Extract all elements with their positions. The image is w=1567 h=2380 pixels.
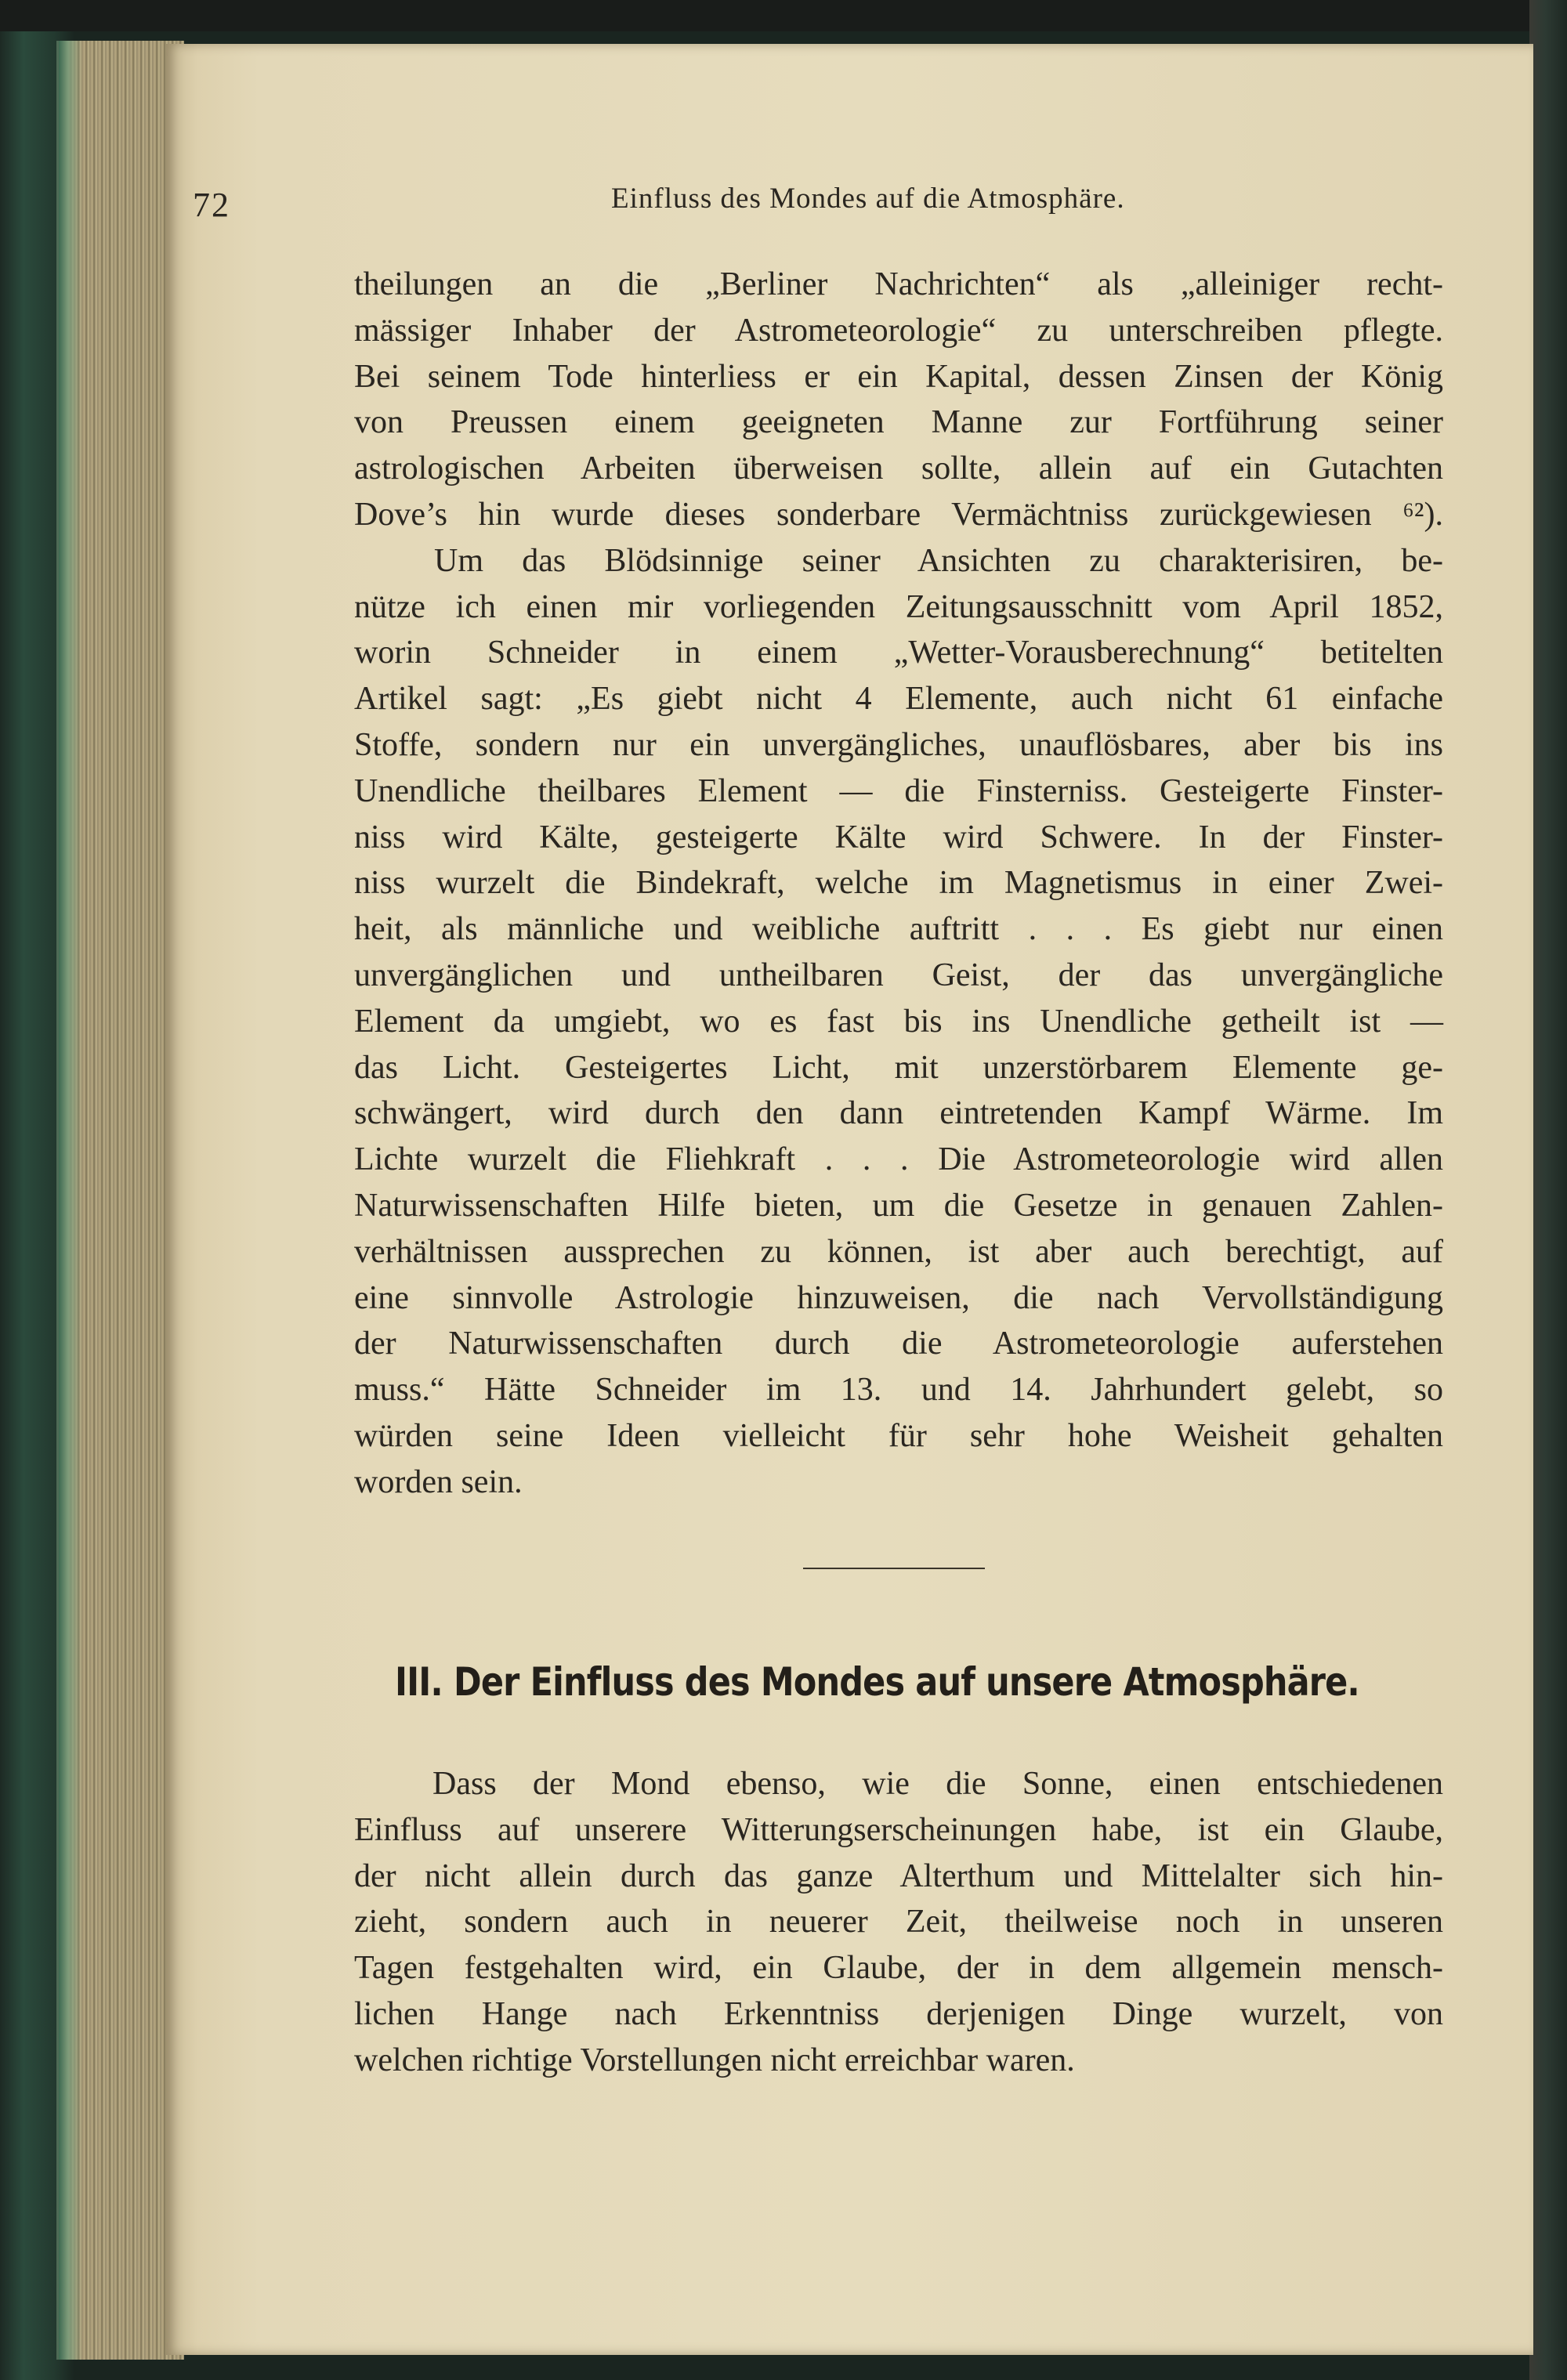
text-line: Element da umgiebt, wo es fast bis ins Unendliche getheilt ist — bbox=[354, 1003, 1443, 1040]
text-line: das Licht. Gesteigertes Licht, mit unzerstörbarem Elemente ge- bbox=[354, 1049, 1443, 1086]
text-line: muss.“ Hätte Schneider im 13. und 14. Jahrhundert gelebt, so bbox=[354, 1372, 1443, 1409]
text-line: Dass der Mond ebenso, wie die Sonne, einen entschiedenen bbox=[432, 1766, 1443, 1802]
text-line: heit, als männliche und weibliche auftritt . . . Es giebt nur einen bbox=[354, 911, 1443, 948]
section-divider bbox=[803, 1568, 985, 1569]
paragraph-schneider bbox=[354, 262, 1443, 1506]
text-line: zieht, sondern auch in neuerer Zeit, theilweise noch in unseren bbox=[354, 1904, 1443, 1941]
text-line: Bei seinem Tode hinterliess er ein Kapital, dessen Zinsen der König bbox=[354, 358, 1443, 395]
paragraph-moon-influence bbox=[354, 1761, 1443, 2084]
text-line: eine sinnvolle Astrologie hinzuweisen, die nach Vervollständigung bbox=[354, 1279, 1443, 1316]
text-line: unvergänglichen und untheilbaren Geist, der das unvergängliche bbox=[354, 957, 1443, 993]
text-line: Naturwissenschaften Hilfe bieten, um die Gesetze in genauen Zahlen- bbox=[354, 1187, 1443, 1224]
section-heading: III. Der Einfluss des Mondes auf unsere Atmosphäre. bbox=[395, 1659, 1359, 1705]
text-line: theilungen an die „Berliner Nachrichten“ als „alleiniger recht- bbox=[354, 266, 1443, 302]
text-line: niss wurzelt die Bindekraft, welche im Magnetismus in einer Zwei- bbox=[354, 865, 1443, 902]
text-line: der nicht allein durch das ganze Alterthum und Mittelalter sich hin- bbox=[354, 1857, 1443, 1894]
text-line: mässiger Inhaber der Astrometeorologie“ zu unterschreiben pflegte. bbox=[354, 312, 1443, 349]
page-number: 72 bbox=[193, 186, 230, 224]
text-line: worden sein. bbox=[354, 1463, 523, 1500]
text-line: Unendliche theilbares Element — die Finsterniss. Gesteigerte Finster- bbox=[354, 772, 1443, 809]
text-line: von Preussen einem geeigneten Manne zur Fortführung seiner bbox=[354, 404, 1443, 441]
running-head: Einfluss des Mondes auf die Atmosphäre. bbox=[611, 183, 1125, 215]
text-line: nütze ich einen mir vorliegenden Zeitungsausschnitt vom April 1852, bbox=[354, 588, 1443, 625]
text-line: Stoffe, sondern nur ein unvergängliches, unauflösbares, aber bis ins bbox=[354, 726, 1443, 763]
text-line: Lichte wurzelt die Fliehkraft . . . Die Astrometeorologie wird allen bbox=[354, 1141, 1443, 1178]
cover-right-edge bbox=[1529, 0, 1567, 2380]
cover-top-edge bbox=[0, 0, 1567, 31]
text-line: verhältnissen aussprechen zu können, ist aber auch berechtigt, auf bbox=[354, 1233, 1443, 1270]
text-line: welchen richtige Vorstellungen nicht erreichbar waren. bbox=[354, 2042, 1075, 2078]
text-line: Einfluss auf unserere Witterungserscheinungen habe, ist ein Glaube, bbox=[354, 1811, 1443, 1848]
page-edges bbox=[56, 41, 184, 2360]
text-line: Artikel sagt: „Es giebt nicht 4 Elemente, auch nicht 61 einfache bbox=[354, 681, 1443, 718]
text-line: Tagen festgehalten wird, ein Glaube, der in dem allgemein mensch- bbox=[354, 1950, 1443, 1987]
text-line: lichen Hange nach Erkenntniss derjenigen Dinge wurzelt, von bbox=[354, 1995, 1443, 2032]
text-line: niss wird Kälte, gesteigerte Kälte wird Schwere. In der Finster- bbox=[354, 819, 1443, 855]
text-line: Dove’s hin wurde dieses sonderbare Vermächtniss zurückgewiesen ⁶²). bbox=[354, 496, 1443, 533]
text-line: der Naturwissenschaften durch die Astrometeorologie auferstehen bbox=[354, 1326, 1443, 1362]
text-line: schwängert, wird durch den dann eintretenden Kampf Wärme. Im bbox=[354, 1095, 1443, 1132]
text-line: Um das Blödsinnige seiner Ansichten zu charakterisiren, be- bbox=[434, 542, 1443, 579]
text-line: würden seine Ideen vielleicht für sehr hohe Weisheit gehalten bbox=[354, 1417, 1443, 1454]
text-line: astrologischen Arbeiten überweisen sollte, allein auf ein Gutachten bbox=[354, 450, 1443, 487]
text-line: worin Schneider in einem „Wetter-Vorausberechnung“ betitelten bbox=[354, 635, 1443, 671]
